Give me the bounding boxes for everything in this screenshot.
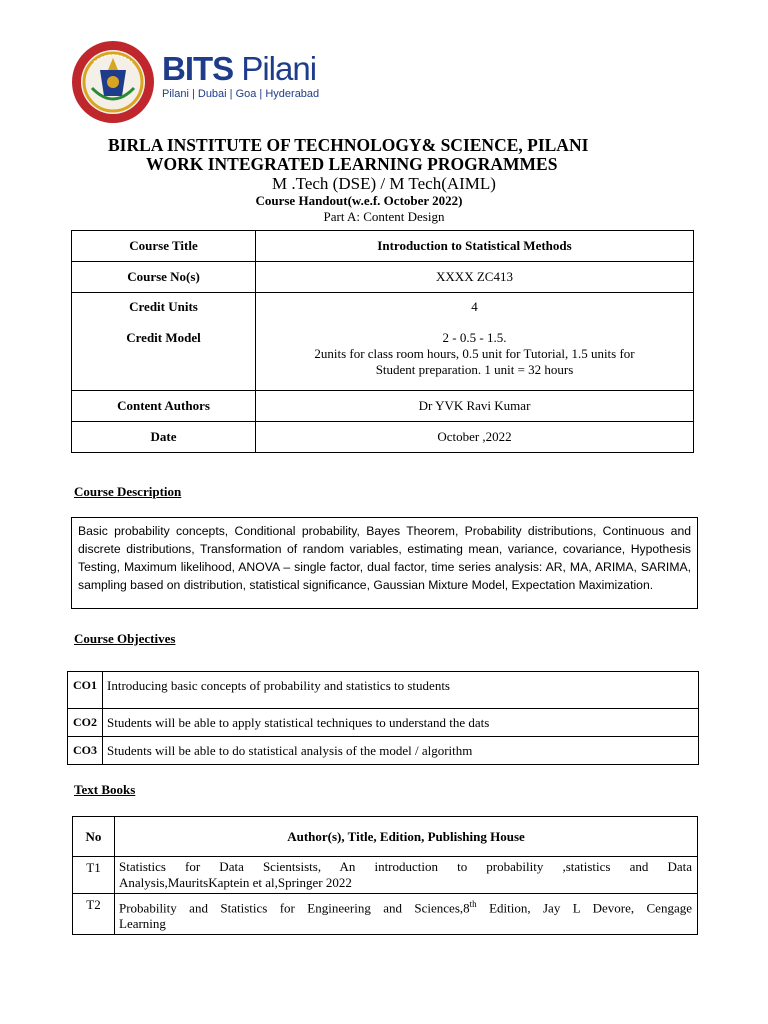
book-no: T1 bbox=[73, 857, 115, 894]
table-row bbox=[72, 422, 694, 453]
book-line: Learning bbox=[119, 916, 166, 932]
credit-model-label: Credit Model bbox=[126, 330, 201, 345]
credit-labels bbox=[72, 293, 256, 391]
handout-title: Course Handout(w.e.f. October 2022) bbox=[255, 193, 463, 208]
credit-units-label: Credit Units bbox=[129, 299, 198, 314]
brand-text bbox=[162, 52, 319, 100]
course-title-label: Course Title bbox=[72, 231, 256, 262]
authors-label: Content Authors bbox=[72, 391, 256, 422]
text-books-heading: Text Books bbox=[74, 782, 136, 797]
objective-text: Students will be able to do statistical analysis of the model / algorithm bbox=[103, 737, 699, 765]
table-row bbox=[72, 262, 694, 293]
course-info-table bbox=[71, 230, 694, 453]
credit-model-value: 2 - 0.5 - 1.5. bbox=[442, 330, 507, 345]
table-row bbox=[68, 709, 699, 737]
book-no: T2 bbox=[73, 894, 115, 935]
table-row bbox=[72, 391, 694, 422]
brand-name: BITS Pilani bbox=[162, 50, 317, 87]
institute-name: BIRLA INSTITUTE OF TECHNOLOGY& SCIENCE, PILANI bbox=[108, 135, 589, 155]
programme-name: WORK INTEGRATED LEARNING PROGRAMMES bbox=[146, 154, 558, 174]
book-line: Analysis,MauritsKaptein et al,Springer 2022 bbox=[119, 875, 352, 890]
table-row bbox=[73, 894, 698, 935]
objective-code: CO3 bbox=[68, 737, 103, 765]
book-details bbox=[115, 894, 698, 935]
table-row bbox=[72, 293, 694, 391]
table-row bbox=[68, 672, 699, 709]
degree-name: M .Tech (DSE) / M Tech(AIML) bbox=[272, 174, 496, 193]
institute-seal-icon bbox=[70, 40, 156, 124]
course-description-box: Basic probability concepts, Conditional probability, Bayes Theorem, Probability distributions, Continuous and discrete distributions, Transformation of random variables, estimating mean, variance, covariance, Hypothesis Testing, Maximum likelihood, ANOVA – single factor, dual factor, time series analysis: AR, MA, ARIMA, SARIMA, sampling based on distribution, statistical significance, Gaussian Mixture Model, Expectation Maximization. bbox=[71, 517, 698, 609]
date-label: Date bbox=[72, 422, 256, 453]
credit-model-detail: Student preparation. 1 unit = 32 hours bbox=[375, 362, 574, 377]
credit-values bbox=[256, 293, 694, 391]
objective-text: Students will be able to apply statistical techniques to understand the dats bbox=[103, 709, 699, 737]
course-no-value: XXXX ZC413 bbox=[256, 262, 694, 293]
date-value: October ,2022 bbox=[256, 422, 694, 453]
table-row bbox=[73, 817, 698, 857]
credit-units-value: 4 bbox=[471, 299, 478, 314]
course-title-value: Introduction to Statistical Methods bbox=[256, 231, 694, 262]
col-details-header: Author(s), Title, Edition, Publishing House bbox=[115, 817, 698, 857]
course-objectives-heading: Course Objectives bbox=[74, 631, 176, 646]
objectives-table bbox=[67, 671, 699, 765]
book-details bbox=[115, 857, 698, 894]
book-line: Probability and Statistics for Engineering and Sciences,8th Edition, Jay L Devore, Cengage bbox=[119, 899, 692, 916]
col-no-header: No bbox=[73, 817, 115, 857]
objective-text: Introducing basic concepts of probability and statistics to students bbox=[103, 672, 699, 709]
table-row bbox=[68, 737, 699, 765]
authors-value: Dr YVK Ravi Kumar bbox=[256, 391, 694, 422]
brand-campuses: Pilani | Dubai | Goa | Hyderabad bbox=[162, 88, 320, 100]
course-no-label: Course No(s) bbox=[72, 262, 256, 293]
objective-code: CO2 bbox=[68, 709, 103, 737]
book-line: Statistics for Data Scientsists, An introduction to probability ,statistics and Data bbox=[119, 859, 692, 874]
objective-code: CO1 bbox=[68, 672, 103, 709]
part-title: Part A: Content Design bbox=[323, 209, 445, 224]
table-row bbox=[72, 231, 694, 262]
table-row bbox=[73, 857, 698, 894]
credit-model-detail: 2units for class room hours, 0.5 unit for Tutorial, 1.5 units for bbox=[314, 346, 635, 361]
textbooks-table bbox=[72, 816, 698, 935]
course-description-heading: Course Description bbox=[74, 484, 182, 499]
